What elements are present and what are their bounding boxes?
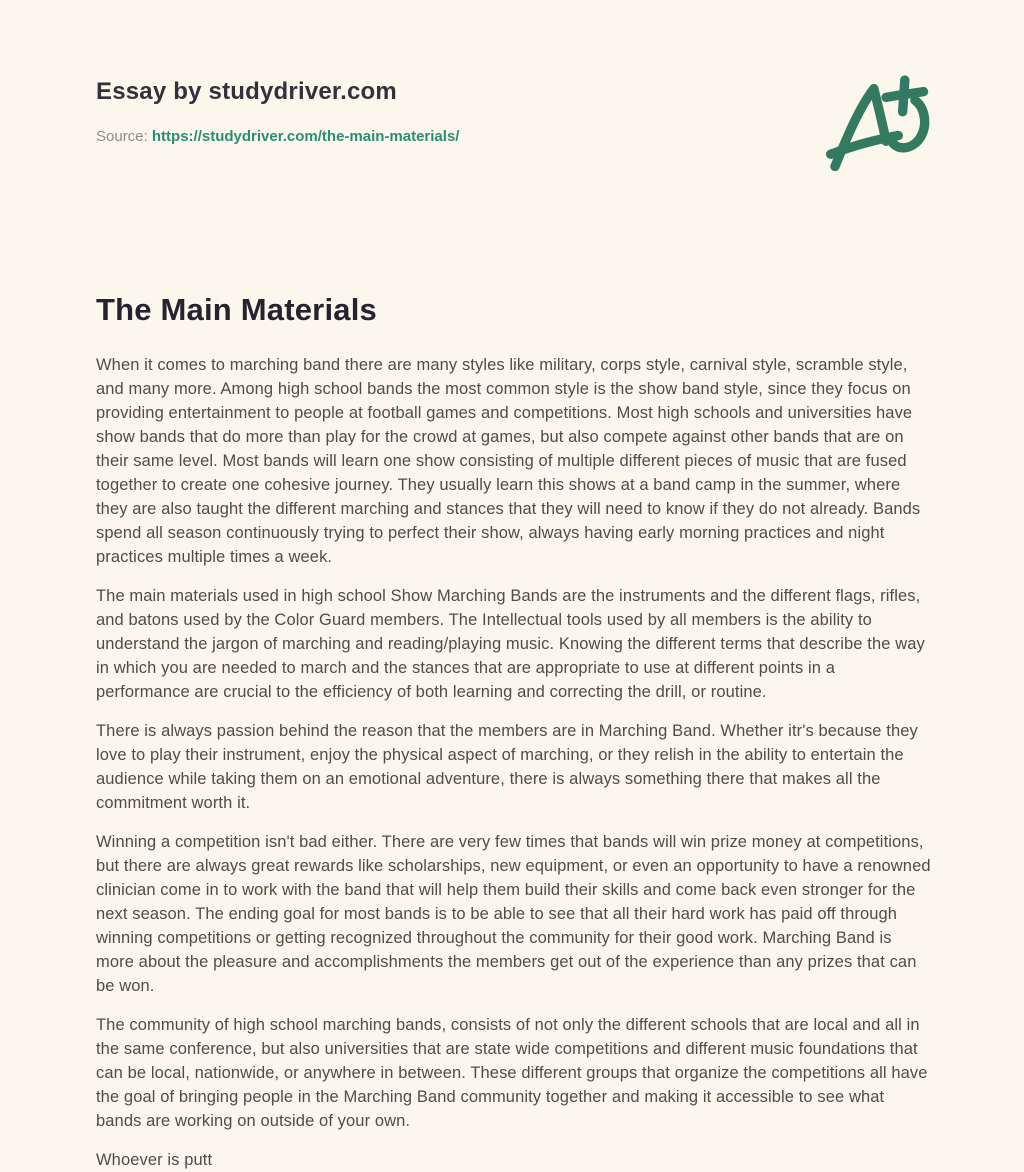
essay-paragraph: There is always passion behind the reason that the members are in Marching Band. Whether itr's because they love to play their instrument, enjoy the physical aspect of marching, or they relish in the ability to entertain the audience while taking them on an emotional adventure, there is always something there that makes all the commitment worth it. [96,722,918,812]
page-header [96,76,930,180]
essay-paragraph-truncated: Whoever is putt [96,1151,213,1169]
essay-body [96,353,932,1172]
page-title: Essay by studydriver.com [96,78,397,105]
essay-paragraph: The main materials used in high school Show Marching Bands are the instruments and the different flags, rifles, and batons used by the Color Guard members. The Intellectual tools used by all members is the ability to understand the jargon of marching and reading/playing music. Knowing the different terms that describe the way in which you are needed to march and the stances that are appropriate to use at different points in a performance are crucial to the efficiency of both learning and correcting the drill, or routine. [96,587,925,701]
source-link[interactable]: https://studydriver.com/the-main-materials/ [151,128,460,145]
source-label: Source: [96,128,148,145]
header-text-block [96,76,459,145]
essay-title: The Main Materials [96,292,377,327]
source-line [96,128,459,145]
studydriver-a-plus-logo-icon [822,68,930,180]
essay-paragraph: When it comes to marching band there are many styles like military, corps style, carnival style, scramble style, and many more. Among high school bands the most common style is the show band style, since they focus on providing entertainment to people at football games and competitions. Most high schools and universities have show bands that do more than play for the crowd at games, but also compete against other bands that are on their same level. Most bands will learn one show consisting of multiple different pieces of music that are fused together to create one cohesive journey. They usually learn this shows at a band camp in the summer, where they are also taught the different marching and stances that they will need to know if they do not already. Bands spend all season continuously trying to perfect their show, always having early morning practices and night practices multiple times a week. [96,356,921,566]
essay-paragraph: Winning a competition isn't bad either. There are very few times that bands will win prize money at competitions, but there are always great rewards like scholarships, new equipment, or even an opportunity to have a renowned clinician come in to work with the band that will help them build their skills and come back even stronger for the next season. The ending goal for most bands is to be able to see that all their hard work has paid off through winning competitions or getting recognized throughout the community for their good work. Marching Band is more about the pleasure and accomplishments the members get out of the experience than any prizes that can be won. [96,833,931,995]
essay-paragraph: The community of high school marching bands, consists of not only the different schools that are local and all in the same conference, but also universities that are state wide competitions and different music foundations that can be local, nationwide, or anywhere in between. These different groups that organize the competitions all have the goal of bringing people in the Marching Band community together and making it accessible to see what bands are working on outside of your own. [96,1016,928,1130]
